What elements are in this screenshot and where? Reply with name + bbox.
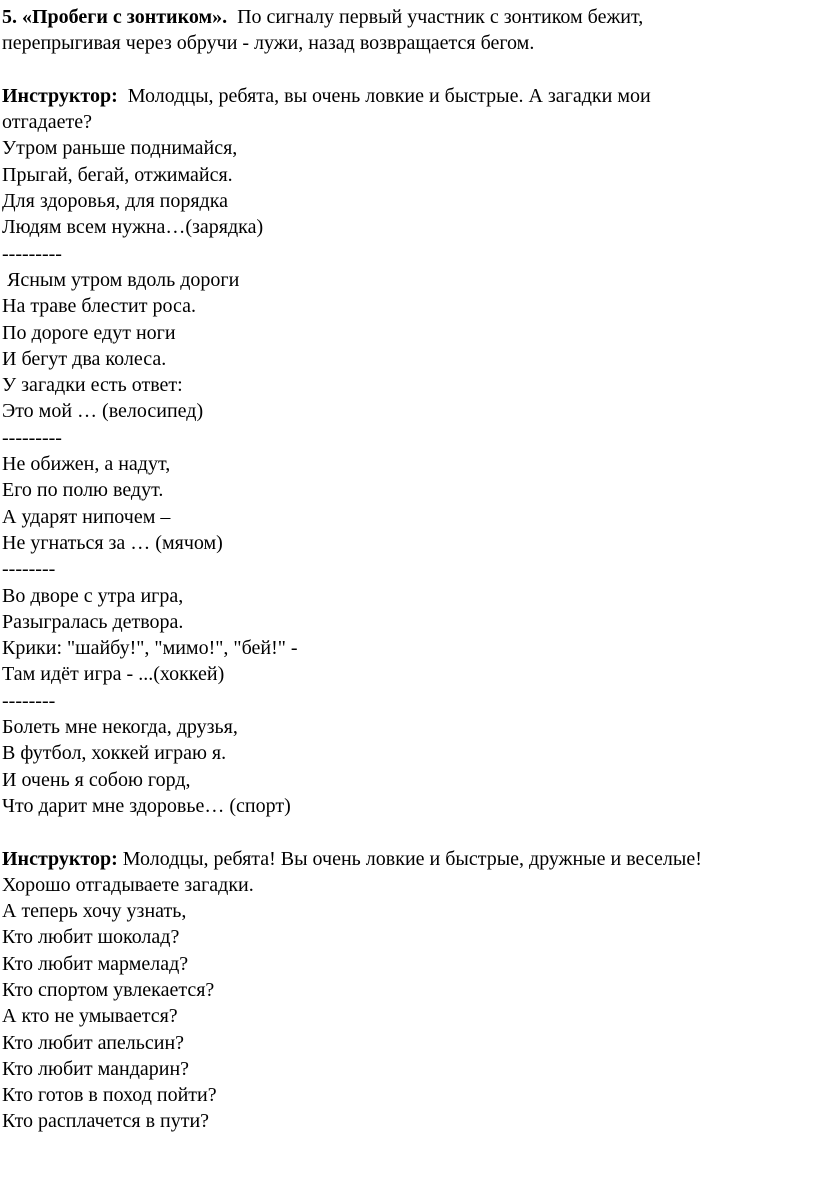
question-line: Кто расплачется в пути? [2,1110,210,1133]
instructor-label: Инструктор: [2,84,118,107]
instructor-line [2,846,816,872]
instructor-speech: Молодцы, ребята! Вы очень ловкие и быстрые, дружные и веселые! [117,847,702,870]
instructor-speech-continued: отгадаете? [2,111,92,134]
question-line: Кто любит мармелад? [2,952,189,975]
riddle-separator: --------- [2,426,62,449]
riddle-line: Людям всем нужна…(зарядка) [2,216,264,239]
riddle-line: Что дарит мне здоровье… (спорт) [2,794,291,817]
riddle-separator: -------- [2,558,56,581]
riddle-line: Болеть мне некогда, друзья, [2,716,238,739]
section-text-continued: перепрыгивая через обручи - лужи, назад возвращается бегом. [2,32,535,55]
instructor-speech-continued: Хорошо отгадываете загадки. [2,873,254,896]
question-line: Кто спортом увлекается? [2,978,215,1001]
instructor-speech: Молодцы, ребята, вы очень ловкие и быстрые. А загадки мои [117,84,651,107]
question-line: А кто не умывается? [2,1005,178,1028]
blank-line [2,819,816,845]
riddle-line: Для здоровья, для порядка [2,190,229,213]
blank-line [2,57,816,83]
riddle-line: На траве блестит роса. [2,295,196,318]
riddle-line: Крики: "шайбу!", "мимо!", "бей!" - [2,637,298,660]
instructor-label: Инструктор: [2,847,118,870]
riddle-line: В футбол, хоккей играю я. [2,742,227,765]
instructor-line [2,83,816,109]
question-line: А теперь хочу узнать, [2,900,187,923]
riddle-line: Прыгай, бегай, отжимайся. [2,163,233,186]
riddle-line: Не обижен, а надут, [2,453,171,476]
question-line: Кто любит шоколад? [2,926,180,949]
riddle-line: Ясным утром вдоль дороги [2,268,240,291]
riddle-line: Во дворе с утра игра, [2,584,184,607]
riddle-line: По дороге едут ноги [2,321,176,344]
question-line: Кто любит апельсин? [2,1031,185,1054]
riddle-line: Не угнаться за … (мячом) [2,531,223,554]
section-text: По сигналу первый участник с зонтиком бежит, [227,6,644,28]
riddle-line: Его по полю ведут. [2,479,164,502]
section-heading-line [2,4,816,30]
riddle-line: Это мой … (велосипед) [2,400,204,423]
riddle-line: И очень я собою горд, [2,768,191,791]
section-title: 5. «Пробеги с зонтиком». [2,6,228,28]
riddle-line: И бегут два колеса. [2,347,167,370]
riddle-line: А ударят нипочем – [2,505,171,528]
riddle-line: У загадки есть ответ: [2,374,183,397]
question-line: Кто любит мандарин? [2,1057,190,1080]
riddle-line: Разыгралась детвора. [2,610,184,633]
riddle-line: Там идёт игра - ...(хоккей) [2,663,225,686]
question-line: Кто готов в поход пойти? [2,1084,217,1107]
riddle-separator: -------- [2,689,56,712]
riddle-line: Утром раньше поднимайся, [2,137,238,160]
riddle-separator: --------- [2,242,62,265]
